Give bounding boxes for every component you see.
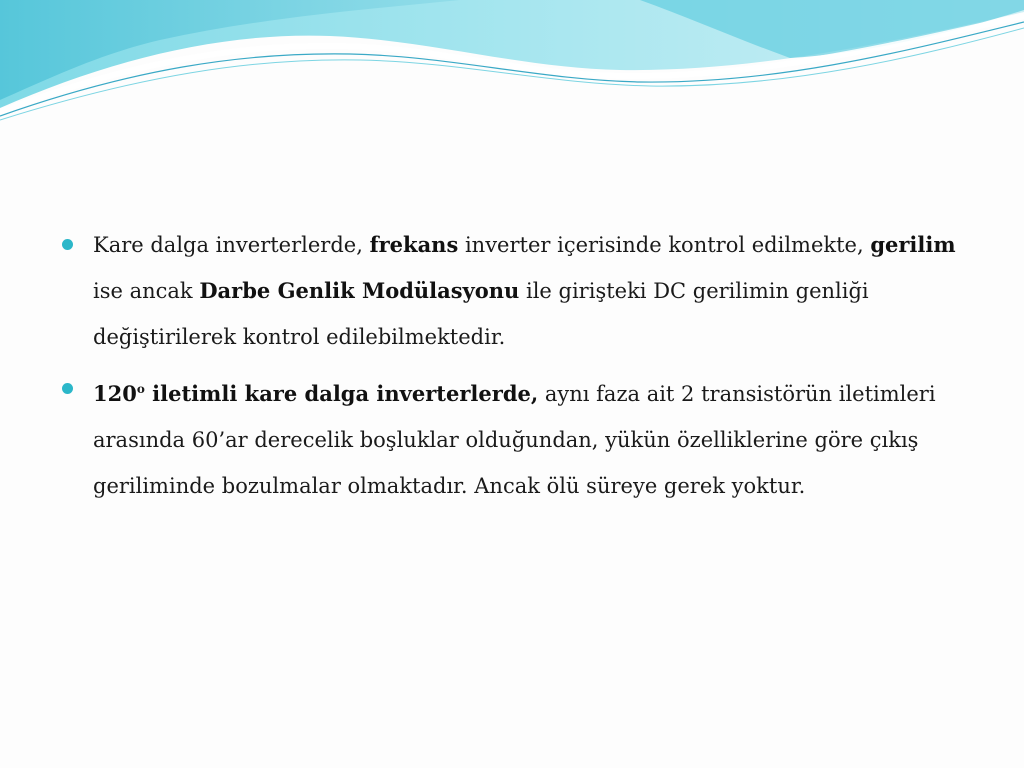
bold-text: Darbe Genlik Modülasyonu [199, 278, 520, 303]
bullet-item [62, 222, 962, 360]
bold-text: 120 [93, 381, 137, 406]
bold-text: frekans [369, 232, 459, 257]
degree-superscript: o [136, 382, 145, 396]
bullet-dot-icon [62, 383, 73, 394]
header-wave-decoration [0, 0, 1024, 130]
text: inverter içerisinde kontrol edilmekte, [458, 233, 871, 257]
bullet-item [62, 366, 962, 509]
bullet-dot-icon [62, 239, 73, 250]
bold-text: gerilim [870, 232, 956, 257]
text: Kare dalga inverterlerde, [93, 233, 370, 257]
text: ise ancak [93, 279, 200, 303]
bold-text: iletimli kare dalga inverterlerde, [144, 381, 539, 406]
slide-body [62, 222, 962, 515]
text: aynı faza ait 2 transistörün iletimleri arasında 60’ar derecelik boşluklar olduğundan, yükün özelliklerine göre çıkış geriliminde bozulmalar olmaktadır. Ancak ölü süreye gerek yoktur. [93, 382, 936, 498]
text: ile girişteki DC gerilimin genliği değiştirilerek kontrol edilebilmektedir. [93, 279, 869, 349]
